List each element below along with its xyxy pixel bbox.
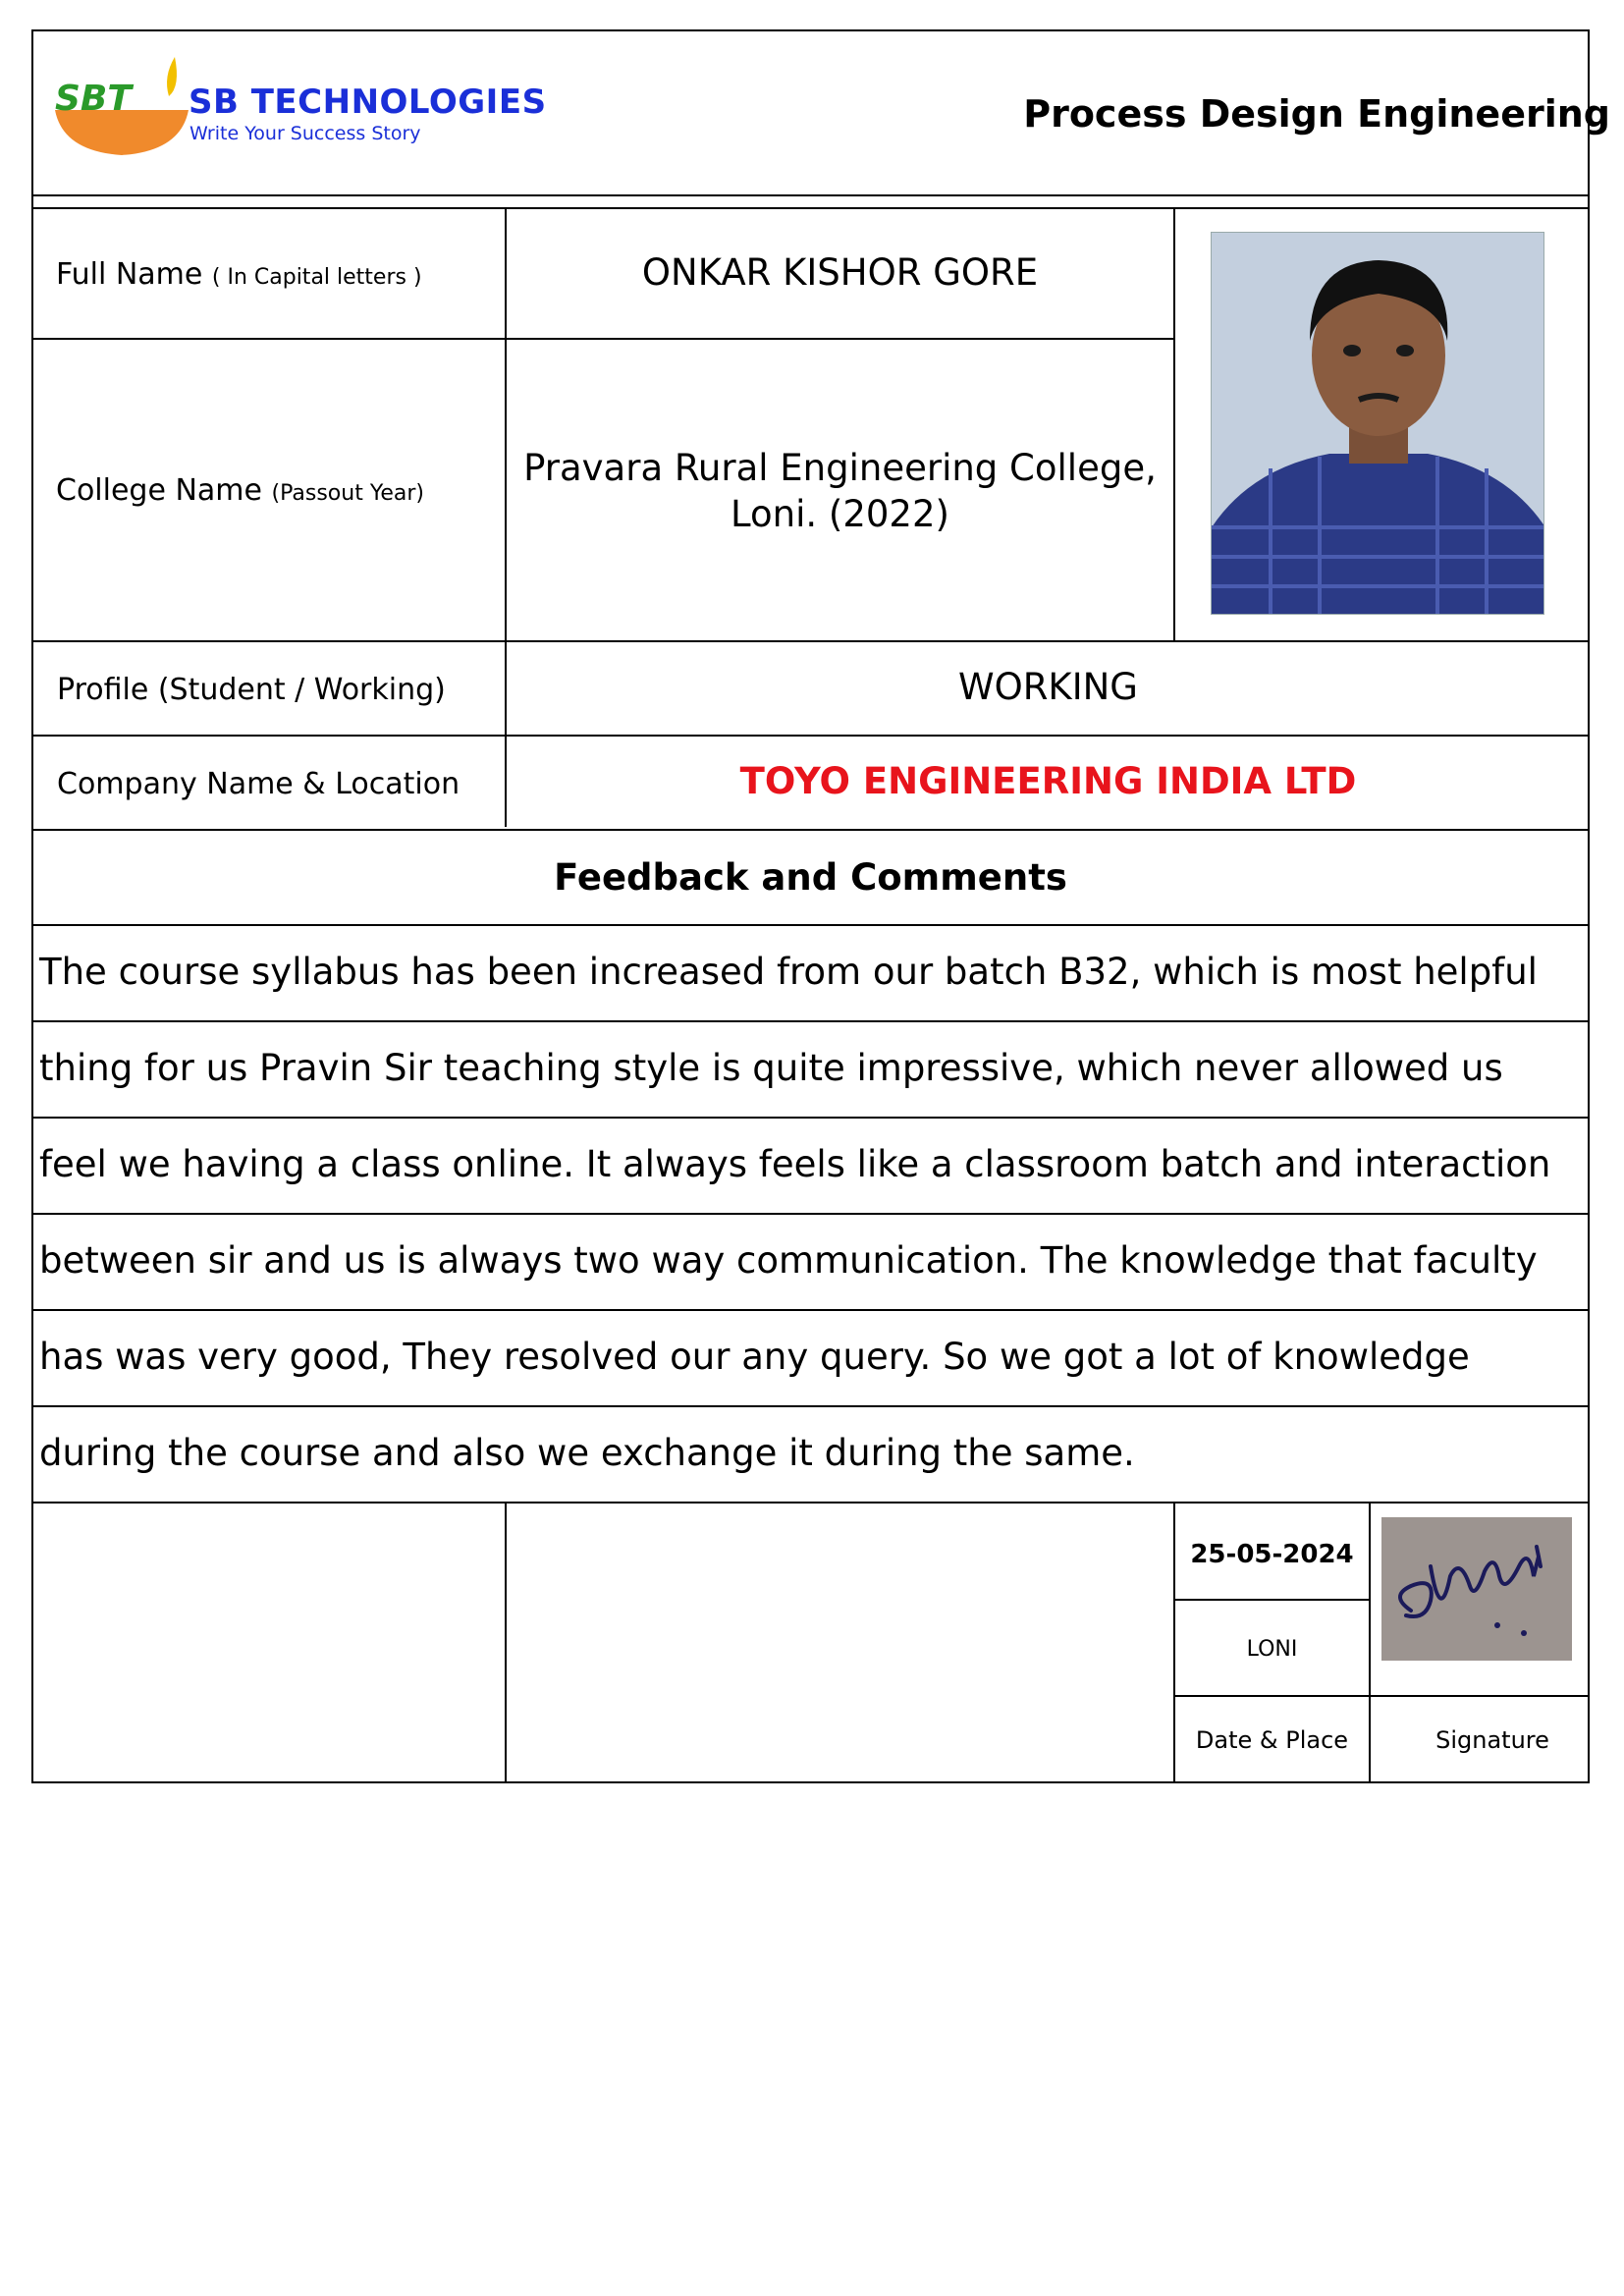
grid-line [31, 1405, 1590, 1407]
grid-line [505, 1502, 507, 1783]
date-place-label: Date & Place [1195, 1726, 1349, 1754]
college-value-line2: Loni. (2022) [731, 493, 949, 535]
student-photo [1211, 232, 1544, 615]
full-name-value: ONKAR KISHOR GORE [641, 251, 1039, 294]
feedback-line: during the course and also we exchange it during the same. [39, 1432, 1135, 1474]
brand-name: SB TECHNOLOGIES [189, 82, 547, 122]
grid-line [1369, 1502, 1371, 1783]
person-photo-icon [1212, 233, 1544, 615]
company-value: TOYO ENGINEERING INDIA LTD [739, 760, 1357, 802]
place-value: LONI [1246, 1637, 1298, 1662]
grid-line [31, 1020, 1590, 1022]
profile-value: WORKING [958, 666, 1138, 708]
grid-line [31, 640, 1590, 642]
grid-line [31, 829, 1590, 831]
grid-line [1173, 207, 1175, 642]
feedback-line: thing for us Pravin Sir teaching style is quite impressive, which never allowed us [39, 1047, 1503, 1089]
college-label: College Name (Passout Year) [56, 473, 424, 508]
full-name-label: Full Name ( In Capital letters ) [56, 257, 422, 292]
grid-line [31, 1309, 1590, 1311]
grid-line [31, 924, 1590, 926]
grid-line [31, 1213, 1590, 1215]
date-value: 25-05-2024 [1190, 1540, 1354, 1569]
grid-line [1173, 1695, 1590, 1697]
course-title: Process Design Engineering [1023, 92, 1610, 136]
college-value-line1: Pravara Rural Engineering College, [523, 447, 1157, 489]
feedback-heading: Feedback and Comments [554, 856, 1067, 899]
grid-line [1173, 1599, 1371, 1601]
header-divider [31, 207, 1590, 209]
brand-tagline: Write Your Success Story [189, 123, 421, 144]
signature-label: Signature [1435, 1726, 1549, 1754]
signature-image [1381, 1517, 1572, 1661]
feedback-line: between sir and us is always two way communication. The knowledge that faculty [39, 1239, 1538, 1282]
profile-label: Profile (Student / Working) [57, 673, 446, 707]
grid-line [31, 1502, 1590, 1503]
feedback-line: feel we having a class online. It always feels like a classroom batch and interaction [39, 1143, 1551, 1185]
grid-line [31, 1117, 1590, 1119]
brand-mark: SBT [55, 79, 132, 119]
company-label: Company Name & Location [57, 767, 460, 801]
grid-line [31, 338, 1175, 340]
header-divider [31, 194, 1590, 196]
feedback-line: The course syllabus has been increased from our batch B32, which is most helpful [39, 951, 1538, 993]
handwritten-signature-icon [1381, 1517, 1572, 1661]
grid-line [31, 735, 1590, 737]
feedback-line: has was very good, They resolved our any query. So we got a lot of knowledge [39, 1336, 1470, 1378]
